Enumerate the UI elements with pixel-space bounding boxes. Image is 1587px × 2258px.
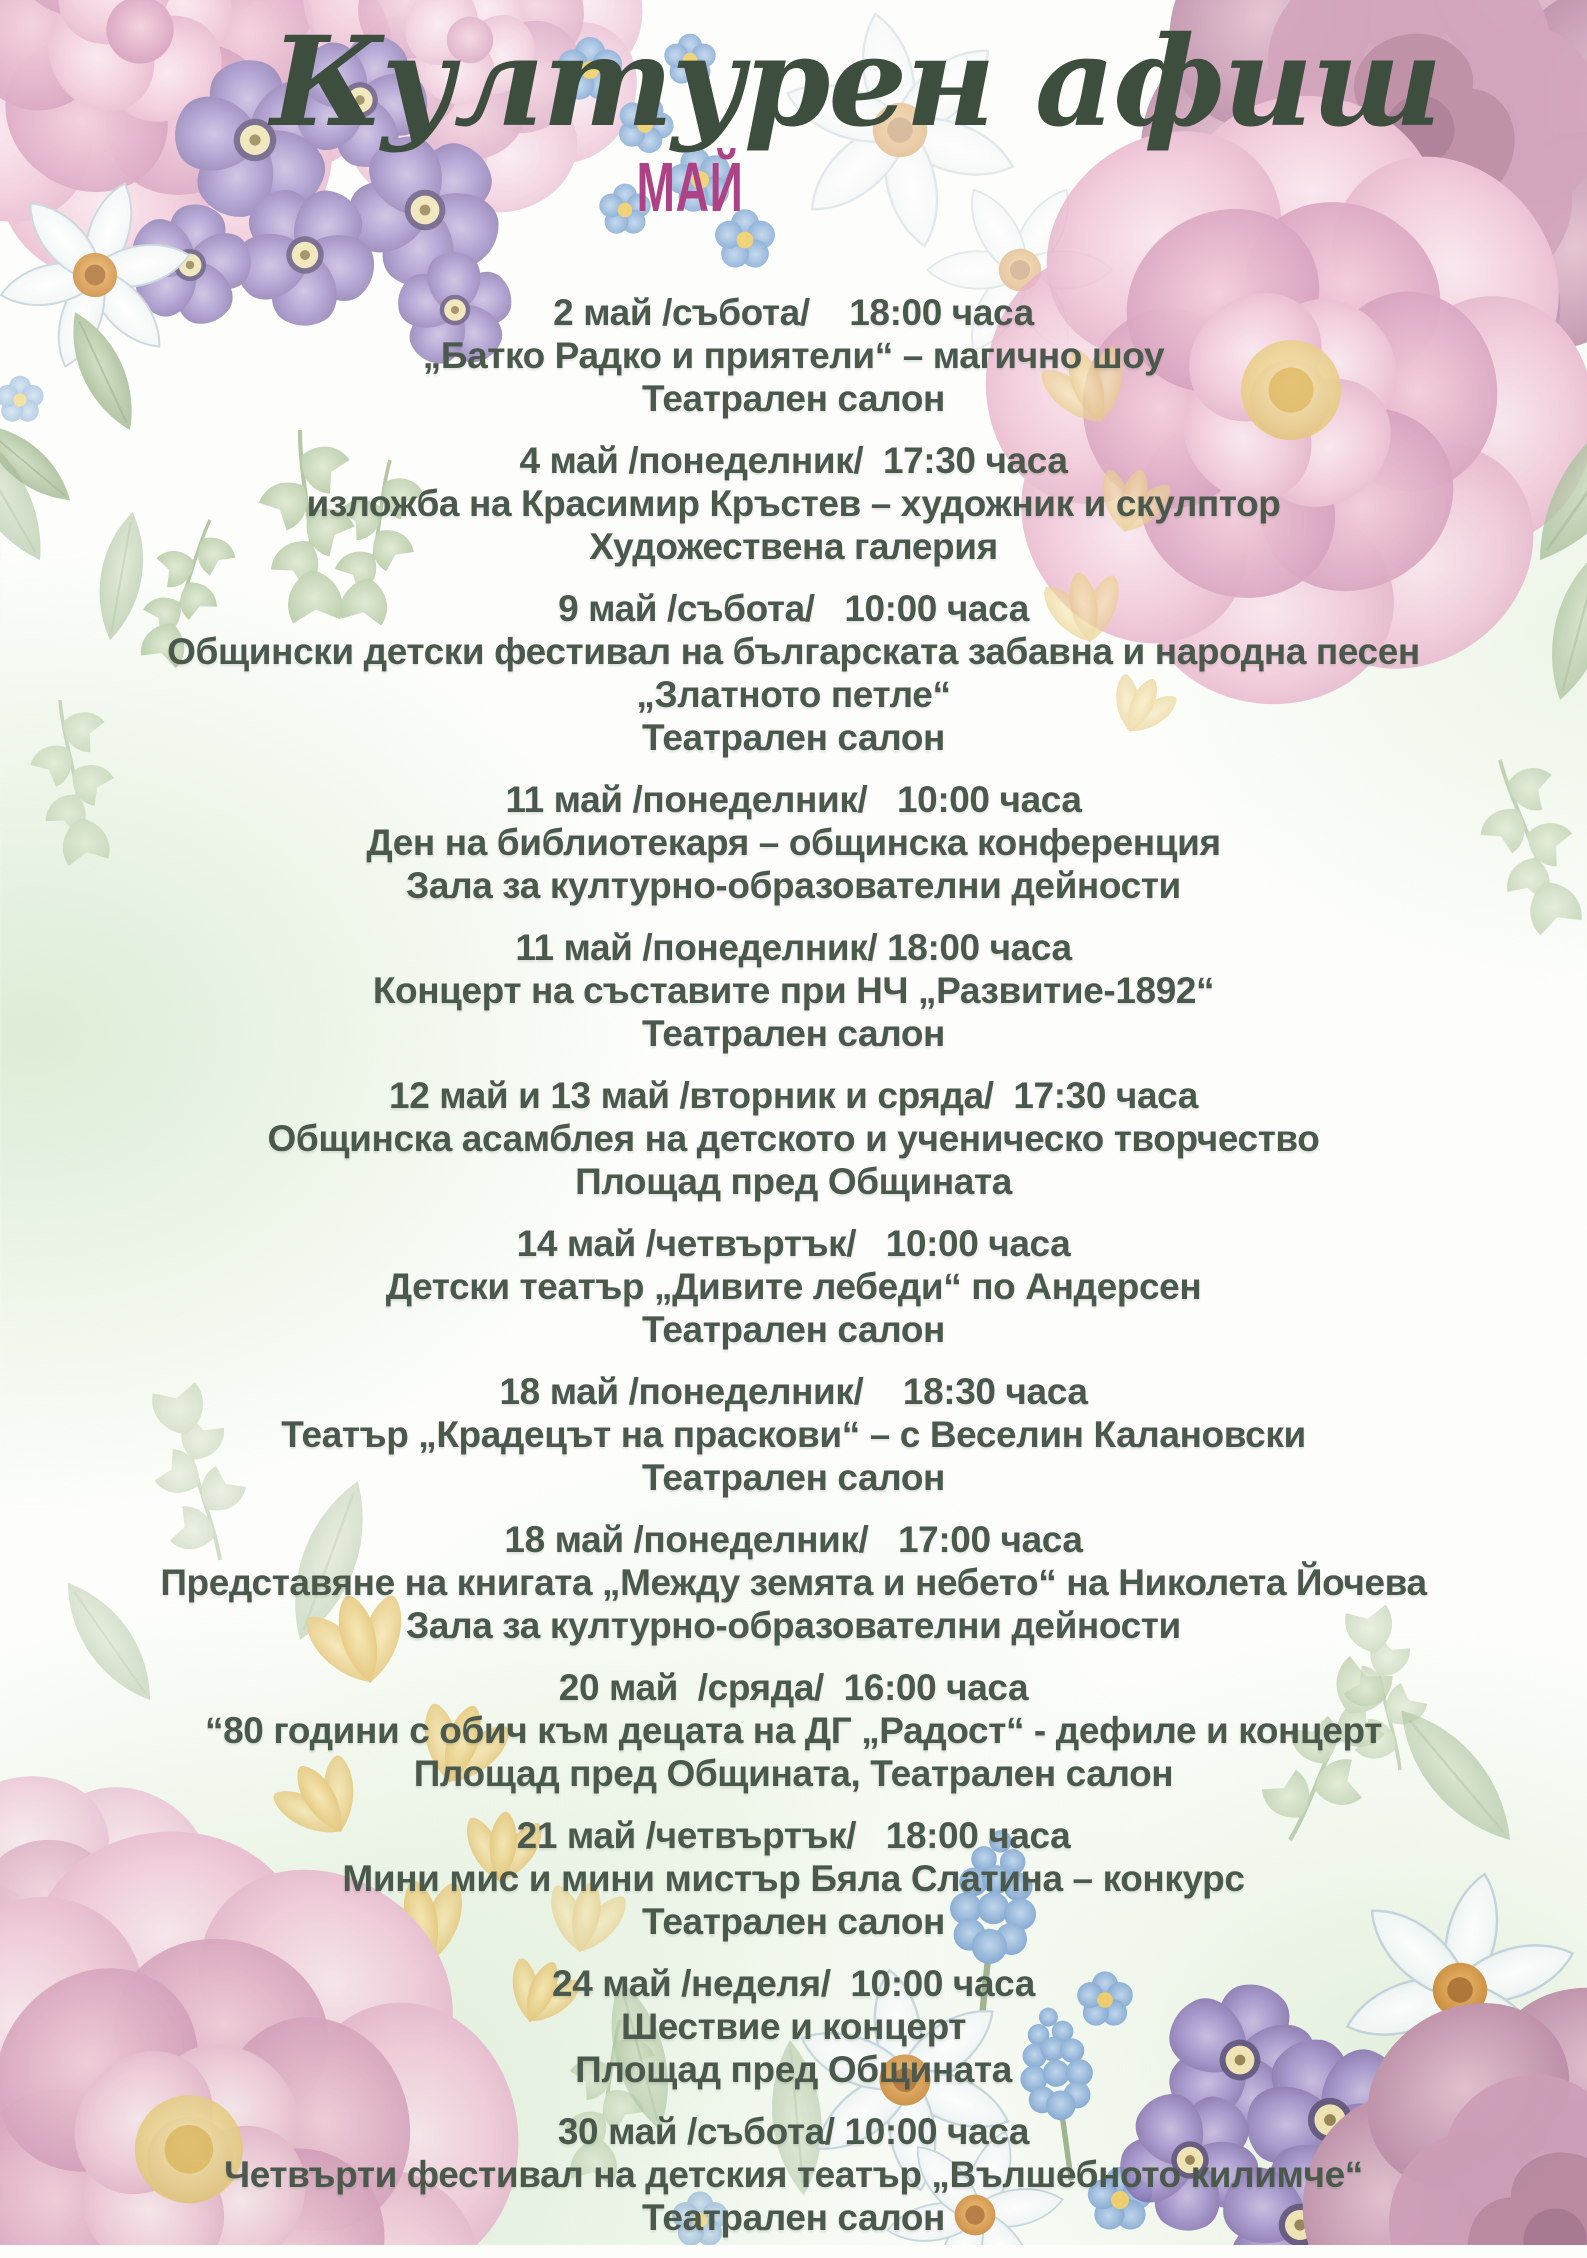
event-details [0, 334, 1587, 377]
event-detail: изложба на Красимир Кръстев – художник и скулптор [306, 483, 1281, 524]
event-details [0, 2005, 1587, 2048]
event-details [0, 1561, 1587, 1604]
event-block [0, 1666, 1587, 1795]
event-datetime: 18 май /понеделник/ 18:30 часа [499, 1371, 1088, 1412]
event-venue: Театрален салон [641, 1901, 945, 1942]
event-detail: Шествие и концерт [620, 2006, 967, 2047]
event-details [0, 482, 1587, 525]
event-detail: Концерт на съставите при НЧ „Развитие-1892“ [372, 970, 1215, 1011]
event-venue: Площад пред Общината [575, 2049, 1012, 2090]
event-detail: Представяне на книгата „Между земята и небето“ на Николета Йочева [160, 1562, 1427, 1603]
event-venue: Театрален салон [641, 1309, 945, 1350]
event-venue: Театрален салон [641, 378, 945, 419]
event-details [0, 1265, 1587, 1308]
event-datetime: 4 май /понеделник/ 17:30 часа [519, 440, 1068, 481]
event-datetime: 11 май /понеделник/ 10:00 часа [505, 779, 1082, 820]
event-datetime: 11 май /понеделник/ 18:00 часа [515, 927, 1072, 968]
event-block [0, 926, 1587, 1055]
event-venue: Театрален салон [641, 2197, 945, 2238]
event-block [0, 2110, 1587, 2239]
event-detail: Ден на библиотекаря – общинска конференция [366, 822, 1221, 863]
events-list [0, 291, 1587, 2258]
event-detail: „Златното петле“ [636, 674, 951, 715]
event-detail: Театър „Крадецът на праскови“ – с Веселин Калановски [281, 1414, 1306, 1455]
event-details [0, 821, 1587, 864]
event-details [0, 1857, 1587, 1900]
event-details [0, 1117, 1587, 1160]
event-datetime: 12 май и 13 май /вторник и сряда/ 17:30 часа [389, 1075, 1198, 1116]
event-block [0, 1370, 1587, 1499]
event-datetime: 9 май /събота/ 10:00 часа [558, 588, 1029, 629]
event-datetime: 24 май /неделя/ 10:00 часа [552, 1963, 1035, 2004]
event-detail: Детски театър „Дивите лебеди“ по Андерсен [385, 1266, 1202, 1307]
event-datetime: 14 май /четвъртък/ 10:00 часа [516, 1223, 1071, 1264]
event-detail: Общински детски фестивал на българската забавна и народна песен [167, 631, 1420, 672]
event-block [0, 291, 1587, 420]
event-datetime: 18 май /понеделник/ 17:00 часа [504, 1519, 1083, 1560]
event-details [0, 2153, 1587, 2196]
event-block [0, 1962, 1587, 2091]
event-detail: “80 години с обич към децата на ДГ „Радост“ - дефиле и концерт [205, 1710, 1382, 1751]
event-block [0, 778, 1587, 907]
event-block [0, 1814, 1587, 1943]
event-venue: Театрален салон [641, 1013, 945, 1054]
event-details [0, 969, 1587, 1012]
event-venue: Площад пред Общината, Театрален салон [413, 1753, 1174, 1794]
event-block [0, 1222, 1587, 1351]
event-block [0, 1518, 1587, 1647]
event-detail: Четвърти фестивал на детския театър „Вълшебното килимче“ [224, 2154, 1363, 2195]
event-venue: Театрален салон [641, 1457, 945, 1498]
event-venue: Зала за културно-образователни дейности [406, 1605, 1181, 1646]
event-detail: Общинска асамблея на детското и ученическо творчество [267, 1118, 1320, 1159]
poster-month: МАЙ [636, 148, 744, 226]
event-venue: Площад пред Общината [575, 1161, 1012, 1202]
event-datetime: 2 май /събота/ 18:00 часа [553, 292, 1034, 333]
event-venue: Художествена галерия [589, 526, 998, 567]
event-venue: Зала за културно-образователни дейности [406, 865, 1181, 906]
event-datetime: 30 май /събота/ 10:00 часа [557, 2111, 1030, 2152]
event-detail: Мини мис и мини мистър Бяла Слатина – конкурс [342, 1858, 1245, 1899]
event-details [0, 630, 1587, 716]
event-details [0, 1413, 1587, 1456]
event-details [0, 1709, 1587, 1752]
event-detail: „Батко Радко и приятели“ – магично шоу [422, 335, 1165, 376]
event-block [0, 1074, 1587, 1203]
event-block [0, 439, 1587, 568]
event-datetime: 21 май /четвъртък/ 18:00 часа [516, 1815, 1071, 1856]
event-block [0, 587, 1587, 759]
event-venue: Театрален салон [641, 717, 945, 758]
poster-title: Културен афиш [270, 10, 1441, 155]
event-datetime: 20 май /сряда/ 16:00 часа [558, 1667, 1029, 1708]
